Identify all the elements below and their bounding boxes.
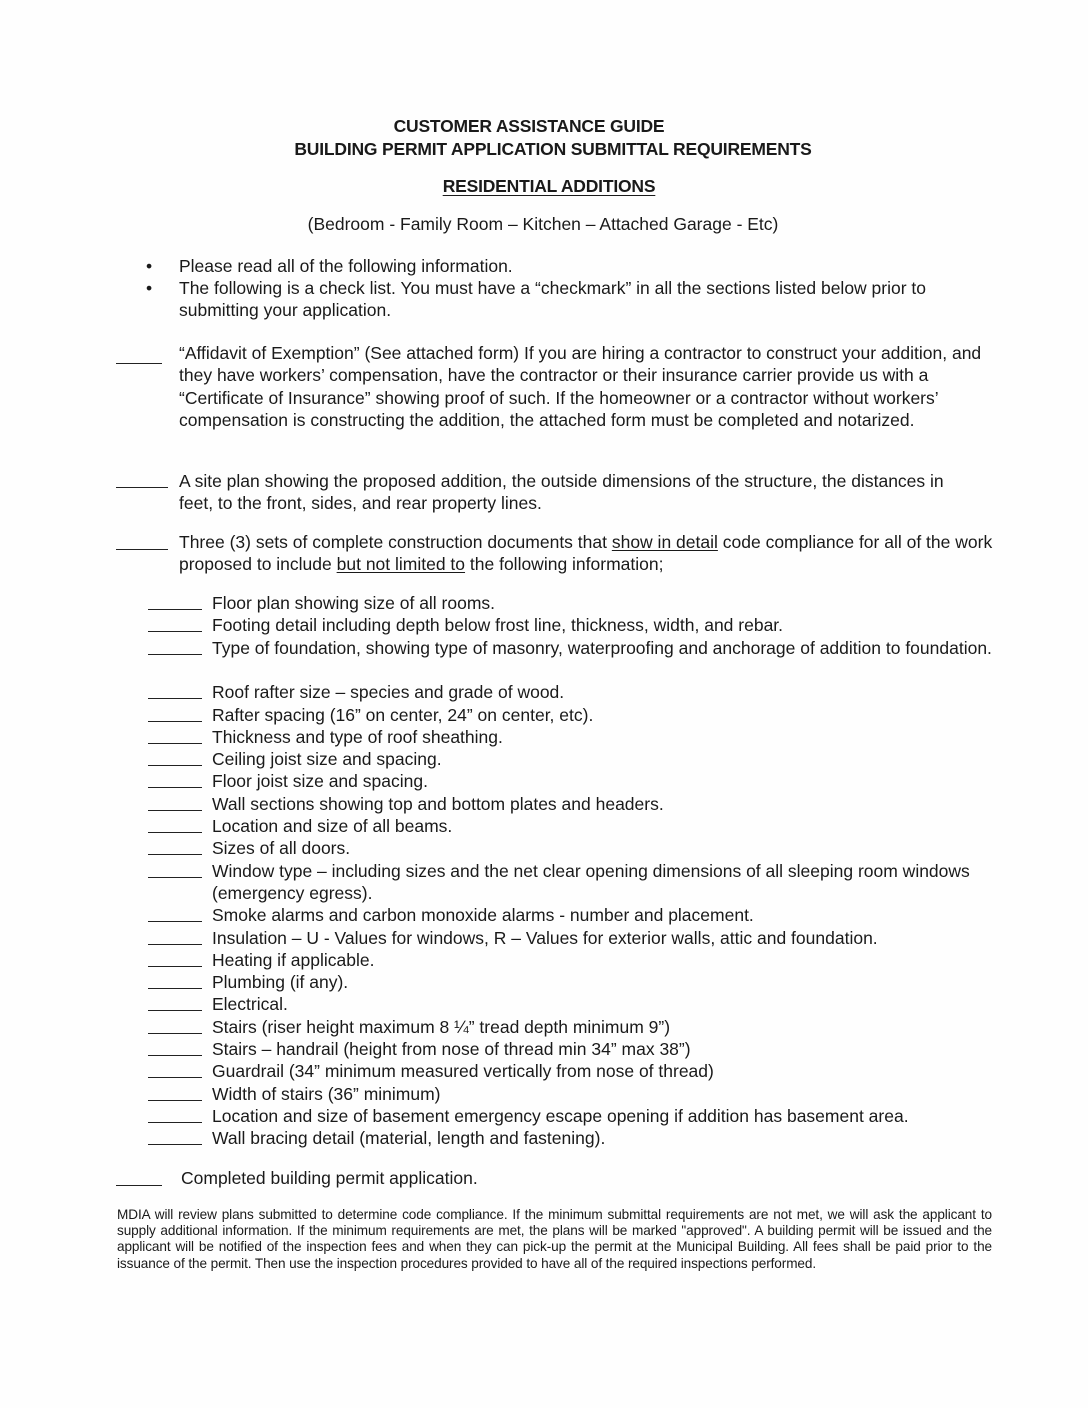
checkbox-blank[interactable] xyxy=(148,631,202,632)
underlined-text: show in detail xyxy=(611,532,718,552)
sub-checklist-item-text: Smoke alarms and carbon monoxide alarms - number and placement. xyxy=(212,905,754,926)
checkbox-blank[interactable] xyxy=(148,1077,202,1078)
checklist-item-text: Completed building permit application. xyxy=(181,1168,478,1188)
checkbox-blank[interactable] xyxy=(148,988,202,989)
checkbox-blank[interactable] xyxy=(148,1100,202,1101)
checkbox-blank[interactable] xyxy=(148,743,202,744)
checklist-item-text: A site plan showing the proposed addition, the outside dimensions of the structure, the distances in feet, to the front, sides, and rear property lines. xyxy=(179,471,944,514)
document-title: CUSTOMER ASSISTANCE GUIDE xyxy=(393,116,665,136)
text-segment: code compliance for all of the work proposed to include xyxy=(179,532,993,575)
checkbox-blank[interactable] xyxy=(148,609,202,610)
checkbox-blank[interactable] xyxy=(148,832,202,833)
checklist-item-text: “Affidavit of Exemption” (See attached form) If you are hiring a contractor to construct your addition, and they have workers’ compensation, have the contractor or their insurance carrier provide us with a “Certificate of Insurance” showing proof of such. If the homeowner or a contractor without workers’ compensation is constructing the addition, the attached form must be completed and notarized. xyxy=(179,343,982,430)
checkbox-blank[interactable] xyxy=(148,944,202,945)
bullet-text: Please read all of the following information. xyxy=(179,256,513,276)
instruction-bullet xyxy=(146,277,976,321)
sub-checklist-item-text: Type of foundation, showing type of masonry, waterproofing and anchorage of addition to foundation. xyxy=(212,637,992,658)
sub-checklist-item-text: Insulation – U - Values for windows, R – Values for exterior walls, attic and foundation. xyxy=(212,927,878,948)
underlined-text: but not limited to xyxy=(336,554,466,575)
sub-checklist-item-text: Roof rafter size – species and grade of wood. xyxy=(212,682,565,703)
checkbox-blank[interactable] xyxy=(148,1122,202,1123)
checkbox-blank[interactable] xyxy=(148,810,202,811)
bullet-icon: • xyxy=(146,256,153,276)
sub-checklist-item-text: Floor joist size and spacing. xyxy=(212,771,428,792)
sub-checklist-item-text: Heating if applicable. xyxy=(212,949,375,970)
checkbox-blank[interactable] xyxy=(148,877,202,878)
sub-checklist-item-text: Stairs (riser height maximum 8 ¼” tread depth minimum 9”) xyxy=(212,1016,671,1037)
sub-checklist-item-text: Electrical. xyxy=(212,994,288,1015)
instruction-bullet xyxy=(146,255,976,277)
bullet-icon: • xyxy=(146,278,153,298)
section-subtitle: (Bedroom - Family Room – Kitchen – Attached Garage - Etc) xyxy=(307,214,779,234)
checkbox-blank[interactable] xyxy=(148,654,202,655)
section-title: RESIDENTIAL ADDITIONS xyxy=(442,176,656,196)
bullet-text: The following is a check list. You must have a “checkmark” in all the sections listed below prior to submitting your application. xyxy=(179,278,927,320)
instruction-bullets xyxy=(146,255,976,321)
checkbox-blank[interactable] xyxy=(148,1033,202,1034)
checkbox-blank[interactable] xyxy=(148,787,202,788)
sub-checklist-item-text: Ceiling joist size and spacing. xyxy=(212,749,442,770)
checkbox-blank[interactable] xyxy=(148,1144,202,1145)
checkbox-blank[interactable] xyxy=(116,1185,162,1186)
checkbox-blank[interactable] xyxy=(148,921,202,922)
sub-checklist-item-text: Footing detail including depth below frost line, thickness, width, and rebar. xyxy=(212,615,784,636)
sub-checklist-item-text: Floor plan showing size of all rooms. xyxy=(212,593,496,613)
sub-checklist-item-text: Location and size of all beams. xyxy=(212,816,453,836)
checkbox-blank[interactable] xyxy=(148,854,202,855)
checkbox-blank[interactable] xyxy=(116,549,168,550)
sub-checklist-item-text: Wall sections showing top and bottom plates and headers. xyxy=(212,793,664,814)
checkbox-blank[interactable] xyxy=(148,765,202,766)
sub-checklist-item-text: Wall bracing detail (material, length and fastening). xyxy=(212,1128,606,1149)
checkbox-blank[interactable] xyxy=(148,698,202,699)
document-subtitle-heading: BUILDING PERMIT APPLICATION SUBMITTAL REQUIREMENTS xyxy=(294,139,812,159)
sub-checklist-item-text: Thickness and type of roof sheathing. xyxy=(212,726,503,747)
sub-checklist-item-text: Guardrail (34” minimum measured vertically from nose of thread) xyxy=(212,1061,714,1082)
checkbox-blank[interactable] xyxy=(116,487,168,488)
sub-checklist-item-text: Plumbing (if any). xyxy=(212,972,349,993)
checklist-item-text xyxy=(179,531,994,576)
footer-notice: MDIA will review plans submitted to determine code compliance. If the minimum submittal requirements are not met, we will ask the applicant to supply additional information. If the minimum requirements are met, the plans will be marked "approved". A building permit will be issued and the applicant will be notified of the inspection fees and when they can pick-up the permit at the Municipal Building. All fees shall be paid prior to the issuance of the permit. Then use the inspection procedures provided to have all of the required inspections performed. xyxy=(117,1207,992,1271)
checkbox-blank[interactable] xyxy=(148,1010,202,1011)
checkbox-blank[interactable] xyxy=(116,363,162,364)
sub-checklist-item-text: Stairs – handrail (height from nose of thread min 34” max 38”) xyxy=(212,1039,691,1059)
text-segment: Three (3) sets of complete construction documents that xyxy=(179,532,612,552)
checkbox-blank[interactable] xyxy=(148,1055,202,1056)
sub-checklist-item-text: Window type – including sizes and the net clear opening dimensions of all sleeping room windows (emergency egress). xyxy=(212,860,970,903)
sub-checklist-item-text: Rafter spacing (16” on center, 24” on center, etc). xyxy=(212,704,594,725)
sub-checklist-item-text: Location and size of basement emergency escape opening if addition has basement area. xyxy=(212,1105,909,1126)
checkbox-blank[interactable] xyxy=(148,966,202,967)
sub-checklist-item-text: Sizes of all doors. xyxy=(212,838,351,859)
checkbox-blank[interactable] xyxy=(148,721,202,722)
sub-checklist-item-text: Width of stairs (36” minimum) xyxy=(212,1083,441,1104)
text-segment: the following information; xyxy=(465,554,664,575)
